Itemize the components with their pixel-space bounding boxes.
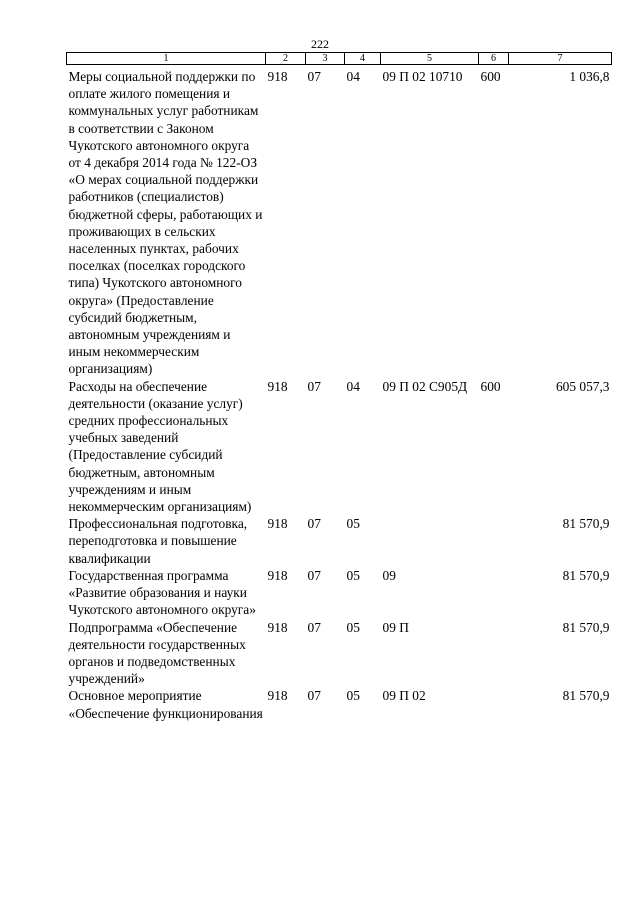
row-vr: 600 <box>480 378 501 394</box>
row-vr <box>479 687 509 721</box>
table-row <box>67 687 612 721</box>
column-header-name: 1 <box>67 53 266 65</box>
row-pr: 05 <box>346 619 360 635</box>
row-pr: 05 <box>346 688 360 704</box>
row-gr: 918 <box>267 378 288 394</box>
table-row <box>67 619 612 688</box>
row-sum: 81 570,9 <box>562 619 610 635</box>
row-name: Подпрограмма «Обеспечение деятельности государственных органов и подведомственных учреждений» <box>68 619 246 687</box>
row-rz: 07 <box>307 567 321 583</box>
row-csr: 09 П 02 <box>382 688 426 704</box>
table-row <box>67 515 612 567</box>
row-sum: 81 570,9 <box>562 688 610 704</box>
column-header-pr: 4 <box>345 53 381 65</box>
row-rz: 07 <box>307 69 321 84</box>
row-gr: 918 <box>267 619 288 635</box>
row-pr: 05 <box>346 567 360 583</box>
row-pr: 04 <box>346 378 360 394</box>
row-rz: 07 <box>307 378 321 394</box>
row-rz: 07 <box>307 516 321 532</box>
row-gr: 918 <box>267 516 288 532</box>
row-sum: 81 570,9 <box>562 567 610 583</box>
row-name: Профессиональная подготовка, переподготовка и повышение квалификации <box>68 516 248 566</box>
column-header-gr: 2 <box>266 53 306 65</box>
row-vr: 600 <box>480 69 501 84</box>
row-rz: 07 <box>307 688 321 704</box>
row-csr: 09 П 02 10710 <box>382 69 463 84</box>
page-number: 222 <box>311 37 329 51</box>
column-header-rz: 3 <box>306 53 345 65</box>
row-pr: 05 <box>346 516 360 532</box>
row-csr: 09 <box>382 567 396 583</box>
row-sum: 1 036,8 <box>569 69 610 84</box>
row-gr: 918 <box>267 567 288 583</box>
column-header-vr: 6 <box>479 53 509 65</box>
row-gr: 918 <box>267 688 288 704</box>
row-name: Меры социальной поддержки по оплате жилого помещения и коммунальных услуг работникам в соответствии с Законом Чукотского автономного округа от 4 декабря 2014 года № 122-ОЗ «О мерах социальной поддержки работников (специалистов) бюджетной сферы, работающих и проживающих в сельских населенных пунктах, рабочих поселках (поселках городского типа) Чукотского автономного округа» (Предоставление субсидий бюджетным, автономным учреждениям и иным некоммерческим организациям) <box>68 69 263 377</box>
column-number-row <box>67 53 612 65</box>
row-sum: 81 570,9 <box>562 516 610 532</box>
table-row <box>67 378 612 516</box>
row-rz: 07 <box>307 619 321 635</box>
row-vr <box>479 515 509 567</box>
row-sum: 605 057,3 <box>555 378 610 394</box>
row-vr <box>479 567 509 619</box>
budget-table <box>66 52 612 722</box>
table-row <box>67 567 612 619</box>
row-csr <box>381 515 479 567</box>
row-csr: 09 П 02 С905Д <box>382 378 468 394</box>
table-row <box>67 65 612 378</box>
row-csr: 09 П <box>382 619 409 635</box>
row-vr <box>479 619 509 688</box>
row-gr: 918 <box>267 69 288 84</box>
row-pr: 04 <box>346 69 360 84</box>
column-header-sum: 7 <box>509 53 612 65</box>
row-name: Основное мероприятие «Обеспечение функционирования <box>68 688 263 721</box>
row-name: Расходы на обеспечение деятельности (оказание услуг) средних профессиональных учебных заведений (Предоставление субсидий бюджетным, автономным учреждениям и иным некоммерческим организациям) <box>68 378 252 515</box>
column-header-csr: 5 <box>381 53 479 65</box>
row-name: Государственная программа «Развитие образования и науки Чукотского автономного округа» <box>68 567 256 618</box>
